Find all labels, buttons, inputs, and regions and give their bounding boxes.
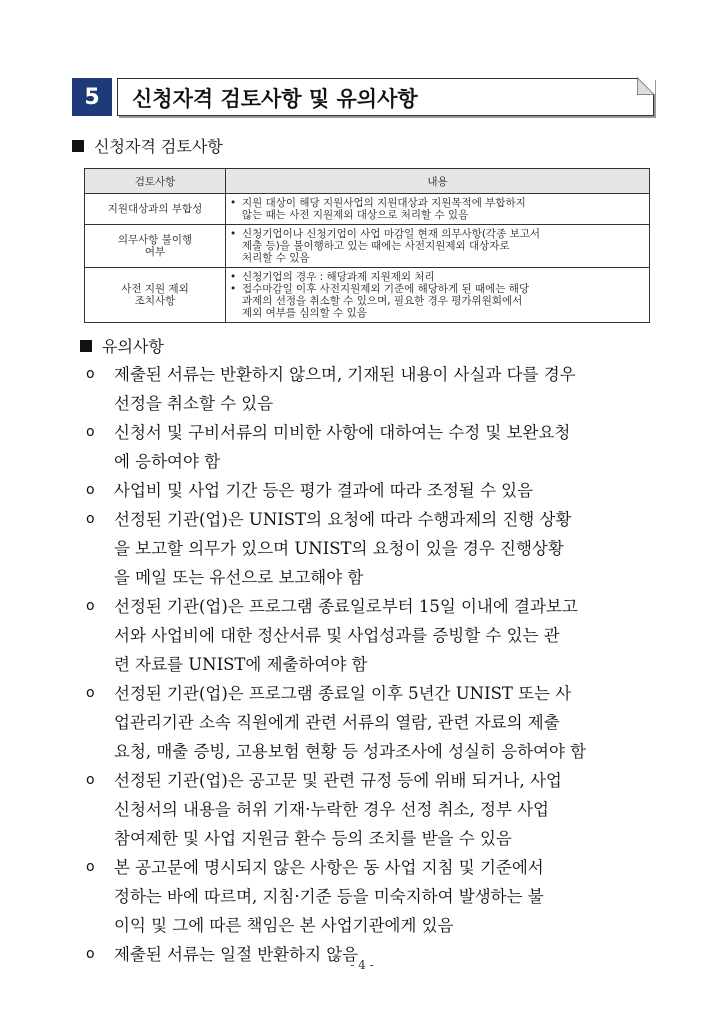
table-row: [85, 225, 650, 268]
list-item: [86, 679, 658, 766]
circle-bullet-icon: o: [86, 424, 95, 440]
list-item-text: 선정된 기관(업)은 UNIST의 요청에 따라 수행과제의 진행 상황 을 보고할 의무가 있으며 UNIST의 요청이 있을 경우 진행상황 을 메일 또는 유선으로 보고해야 함: [114, 510, 572, 587]
notes-heading: [80, 334, 164, 357]
table-bullet-symbol: •: [230, 197, 237, 209]
table-bullet: [230, 228, 645, 264]
table-row: [85, 194, 650, 225]
square-bullet-icon: [72, 140, 84, 152]
circle-bullet-icon: o: [86, 366, 95, 382]
table-header-row: [85, 169, 650, 194]
table-row: [85, 268, 650, 323]
review-heading: [72, 134, 223, 157]
table-bullet-text: 접수마감일 이후 사전지원제외 기준에 해당하게 된 때에는 해당 과제의 선정을 취소할 수 있으며, 필요한 경우 평가위원회에서 제외 여부를 심의할 수 있음: [242, 283, 530, 319]
list-item-text: 제출된 서류는 일절 반환하지 않음: [114, 945, 359, 964]
section-title: 신청자격 검토사항 및 유의사항: [132, 87, 418, 111]
list-item: [86, 592, 658, 679]
table-bullet-text: 신청기업이나 신청기업이 사업 마감일 현재 의무사항(각종 보고서 제출 등)을 불이행하고 있는 때에는 사전지원제외 대상자로 처리할 수 있음: [242, 228, 540, 264]
table-bullet-text: 지원 대상이 해당 지원사업의 지원대상과 지원목적에 부합하지 않는 때는 사전 지원제외 대상으로 처리할 수 있음: [242, 197, 526, 221]
notes-heading-text: 유의사항: [102, 337, 164, 356]
circle-bullet-icon: o: [86, 511, 95, 527]
table-bullet-symbol: •: [230, 283, 237, 295]
square-bullet-icon: [80, 340, 92, 352]
list-item-text: 신청서 및 구비서류의 미비한 사항에 대하여는 수정 및 보완요청 에 응하여야 함: [114, 423, 571, 471]
notes-list: [86, 360, 658, 969]
section-title-box: [117, 78, 654, 116]
list-item: [86, 418, 658, 476]
list-item: [86, 476, 658, 505]
circle-bullet-icon: o: [86, 482, 95, 498]
list-item-text: 선정된 기관(업)은 공고문 및 관련 규정 등에 위배 되거나, 사업 신청서의 내용을 허위 기재·누락한 경우 선정 취소, 정부 사업 참여제한 및 사업 지원금 환수 등의 조치를 받을 수 있음: [114, 771, 562, 848]
table-bullet-symbol: •: [230, 228, 237, 240]
circle-bullet-icon: o: [86, 598, 95, 614]
table-header-content: 내용: [226, 169, 650, 194]
review-heading-text: 신청자격 검토사항: [94, 137, 223, 156]
circle-bullet-icon: o: [86, 859, 95, 875]
table-bullet: [230, 283, 645, 319]
table-header-category: 검토사항: [85, 169, 226, 194]
section-header: [72, 78, 654, 118]
list-item: [86, 766, 658, 853]
list-item-text: 선정된 기관(업)은 프로그램 종료일로부터 15일 이내에 결과보고 서와 사업비에 대한 정산서류 및 사업성과를 증빙할 수 있는 관 련 자료를 UNIST에 제출하여야 함: [114, 597, 578, 674]
list-item-text: 선정된 기관(업)은 프로그램 종료일 이후 5년간 UNIST 또는 사 업관리기관 소속 직원에게 관련 서류의 열람, 관련 자료의 제출 요청, 매출 증빙, 고용보험 현황 등 성과조사에 성실히 응하여야 함: [114, 684, 587, 761]
page-number: - 4 -: [350, 958, 374, 972]
circle-bullet-icon: o: [86, 946, 95, 962]
list-item: [86, 505, 658, 592]
circle-bullet-icon: o: [86, 772, 95, 788]
table-cell-category: 사전 지원 제외 조치사항: [85, 268, 226, 323]
list-item-text: 사업비 및 사업 기간 등은 평가 결과에 따라 조정될 수 있음: [114, 481, 534, 500]
table-cell-content: [226, 194, 650, 225]
list-item-text: 제출된 서류는 반환하지 않으며, 기재된 내용이 사실과 다를 경우 선정을 취소할 수 있음: [114, 365, 576, 413]
table-cell-category: 의무사항 불이행 여부: [85, 225, 226, 268]
table-cell-content: [226, 225, 650, 268]
circle-bullet-icon: o: [86, 685, 95, 701]
list-item: [86, 853, 658, 940]
table-bullet-symbol: •: [230, 271, 237, 283]
table-cell-content: [226, 268, 650, 323]
folded-corner-icon: [637, 77, 655, 95]
review-table: [84, 168, 650, 323]
list-item: [86, 360, 658, 418]
list-item-text: 본 공고문에 명시되지 않은 사항은 동 사업 지침 및 기준에서 정하는 바에 따르며, 지침·기준 등을 미숙지하여 발생하는 불 이익 및 그에 따른 책임은 본 사업기관에게 있음: [114, 858, 544, 935]
table-bullet: [230, 271, 645, 283]
table-bullet-text: 신청기업의 경우 : 해당과제 지원제외 처리: [242, 271, 435, 283]
section-number: 5: [72, 78, 112, 116]
table-bullet: [230, 197, 645, 221]
table-cell-category: 지원대상과의 부합성: [85, 194, 226, 225]
